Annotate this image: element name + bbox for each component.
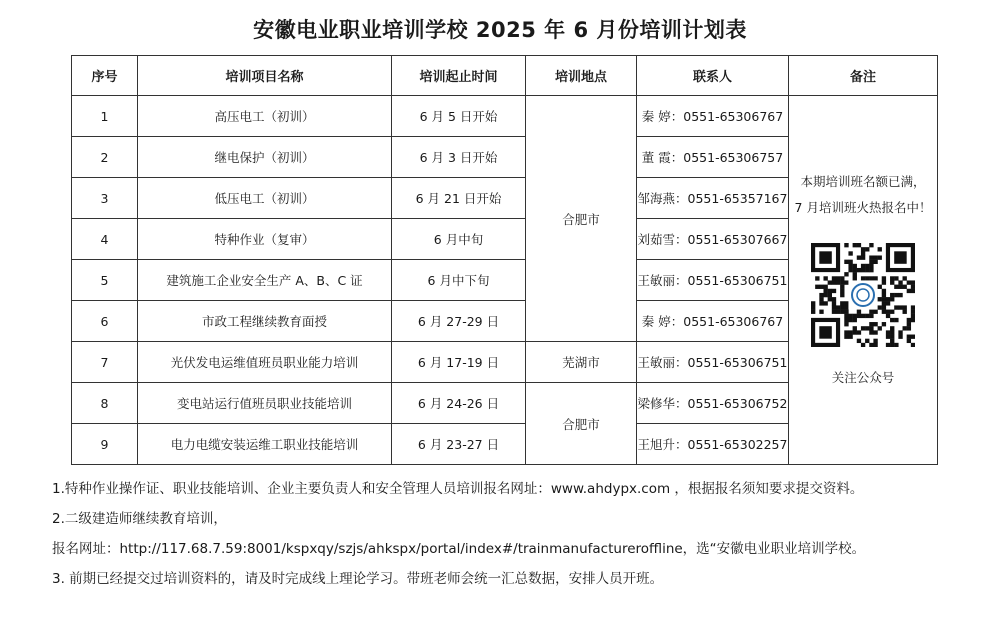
row-no: 9	[72, 424, 138, 465]
row-time: 6 月 27-29 日	[392, 301, 526, 342]
header-name: 培训项目名称	[138, 56, 392, 96]
row-name: 电力电缆安装运维工职业技能培训	[138, 424, 392, 465]
row-name: 建筑施工企业安全生产 A、B、C 证	[138, 260, 392, 301]
notes-section	[52, 474, 982, 594]
row-no: 6	[72, 301, 138, 342]
qr-code-icon	[811, 243, 915, 347]
note-line-4: 3. 前期已经提交过培训资料的，请及时完成线上理论学习。带班老师会统一汇总数据，安排人员开班。	[52, 571, 664, 587]
row-contact: 秦 婷：0551-65306767	[637, 96, 789, 137]
row-time: 6 月 3 日开始	[392, 137, 526, 178]
row-no: 1	[72, 96, 138, 137]
qr-caption: 关注公众号	[831, 370, 895, 385]
header-location: 培训地点	[526, 56, 637, 96]
row-no: 5	[72, 260, 138, 301]
header-contact: 联系人	[637, 56, 789, 96]
row-time: 6 月 21 日开始	[392, 178, 526, 219]
note-line-2: 2.二级建造师继续教育培训，	[52, 511, 227, 527]
row-location: 芜湖市	[526, 342, 637, 383]
header-remark: 备注	[789, 56, 938, 96]
row-contact: 王敏丽：0551-65306751	[637, 342, 789, 383]
note-line-1: 1.特种作业操作证、职业技能培训、企业主要负责人和安全管理人员培训报名网址：www.ahdypx.com ，根据报名须知要求提交资料。	[52, 481, 864, 497]
row-contact: 邹海燕：0551-65357167	[637, 178, 789, 219]
row-time: 6 月中下旬	[392, 260, 526, 301]
row-name: 特种作业（复审）	[138, 219, 392, 260]
row-name: 光伏发电运维值班员职业能力培训	[138, 342, 392, 383]
row-time: 6 月 17-19 日	[392, 342, 526, 383]
row-name: 继电保护（初训）	[138, 137, 392, 178]
row-no: 8	[72, 383, 138, 424]
row-name: 变电站运行值班员职业技能培训	[138, 383, 392, 424]
row-contact: 王敏丽：0551-65306751	[637, 260, 789, 301]
row-no: 4	[72, 219, 138, 260]
row-location: 合肥市	[526, 96, 637, 342]
row-time: 6 月 23-27 日	[392, 424, 526, 465]
remark-line-2: 7 月培训班火热报名中！	[794, 200, 932, 215]
row-no: 7	[72, 342, 138, 383]
row-time: 6 月中旬	[392, 219, 526, 260]
note-line-3: 报名网址：http://117.68.7.59:8001/kspxqy/szjs/ahkspx/portal/index#/trainmanufactureroffline，选“安徽电业职业培训学校。	[52, 541, 866, 557]
remark-cell	[789, 96, 938, 465]
row-name: 市政工程继续教育面授	[138, 301, 392, 342]
row-contact: 王旭升：0551-65302257	[637, 424, 789, 465]
row-name: 低压电工（初训）	[138, 178, 392, 219]
row-no: 2	[72, 137, 138, 178]
table-header-row	[72, 56, 938, 96]
remark-line-1: 本期培训班名额已满，	[800, 174, 926, 189]
row-location: 合肥市	[526, 383, 637, 465]
row-contact: 秦 婷：0551-65306767	[637, 301, 789, 342]
row-contact: 刘茹雪：0551-65307667	[637, 219, 789, 260]
row-contact: 梁修华：0551-65306752	[637, 383, 789, 424]
row-time: 6 月 5 日开始	[392, 96, 526, 137]
row-no: 3	[72, 178, 138, 219]
header-time: 培训起止时间	[392, 56, 526, 96]
row-contact: 董 霞：0551-65306757	[637, 137, 789, 178]
training-plan-table	[71, 55, 938, 465]
table-row	[72, 96, 938, 137]
page-title: 安徽电业职业培训学校 2025 年 6 月份培训计划表	[253, 18, 747, 42]
row-name: 高压电工（初训）	[138, 96, 392, 137]
row-time: 6 月 24-26 日	[392, 383, 526, 424]
header-no: 序号	[72, 56, 138, 96]
